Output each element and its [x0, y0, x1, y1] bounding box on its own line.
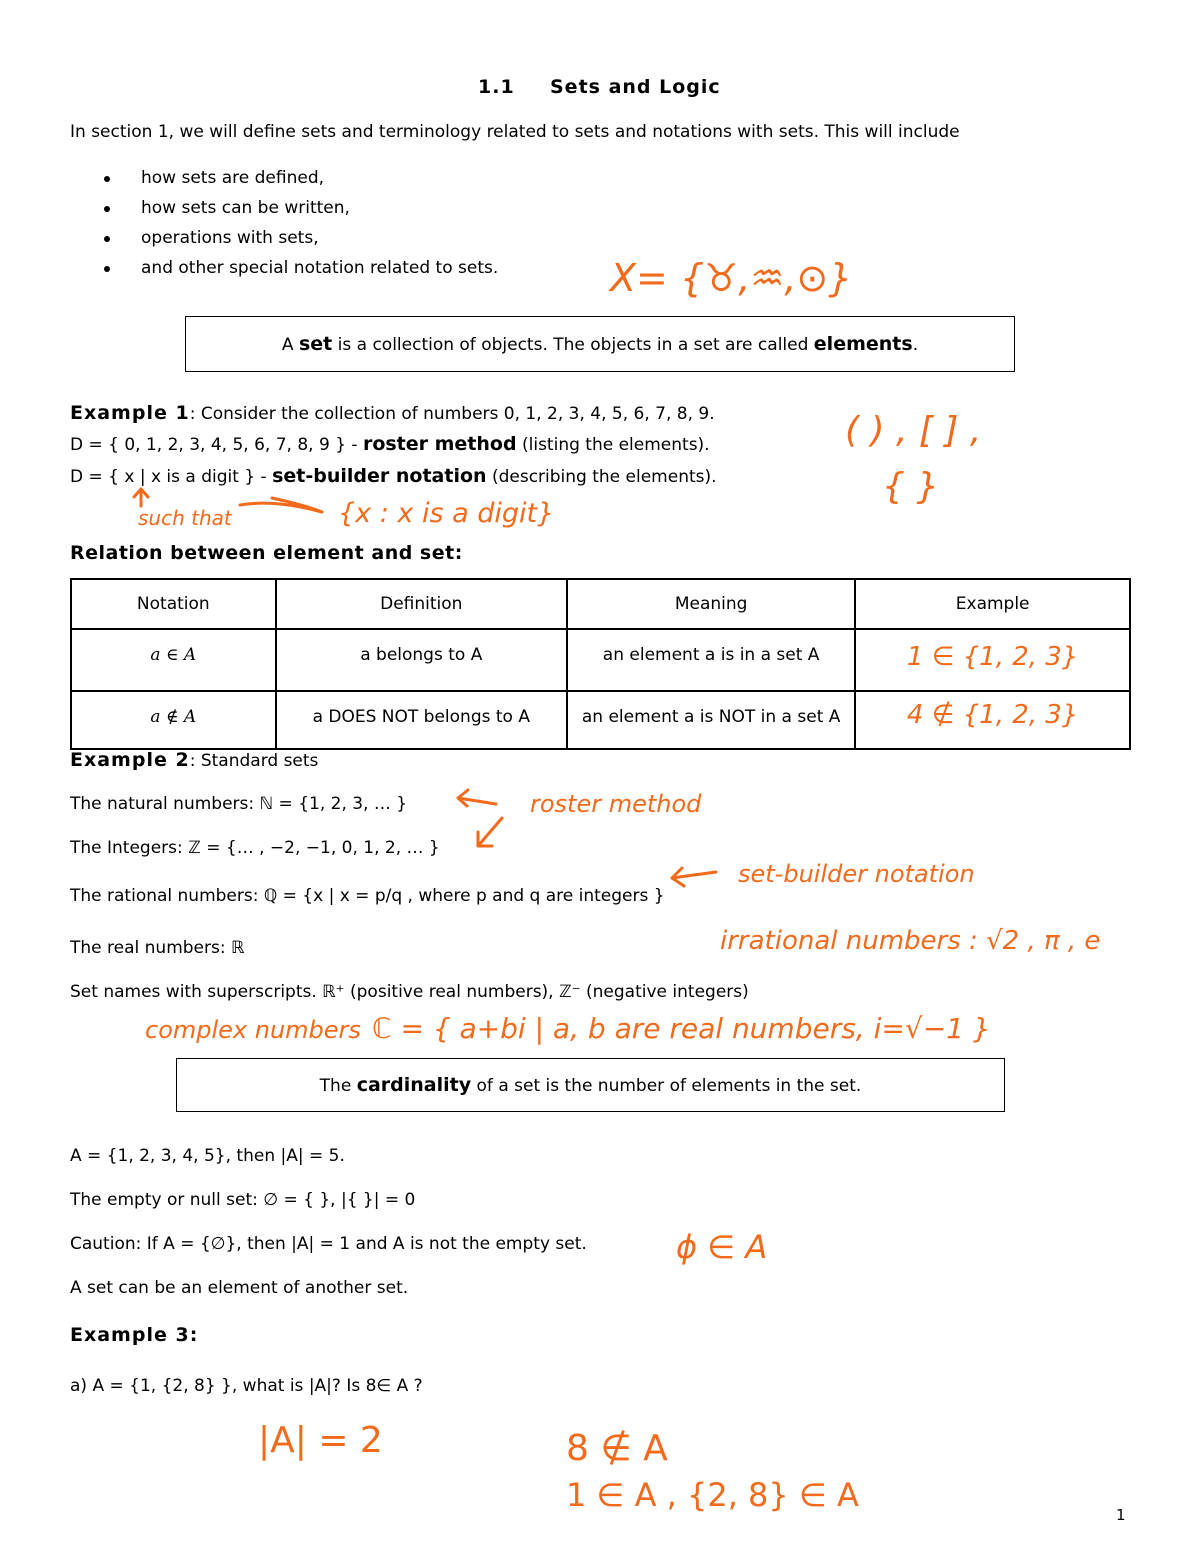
header-cell: Meaning	[567, 579, 855, 629]
card-text: The	[319, 1076, 357, 1096]
roster-text: (listing the elements).	[516, 435, 710, 455]
card-text: of a set is the number of elements in the set.	[471, 1076, 862, 1096]
handwritten-roster-method: roster method	[530, 790, 702, 818]
naturals-line: The natural numbers: ℕ = {1, 2, 3, … }	[70, 794, 408, 814]
def-term-set: set	[298, 333, 333, 355]
superscripts-line: Set names with superscripts. ℝ⁺ (positive real numbers), ℤ⁻ (negative integers)	[70, 982, 749, 1002]
bullet-item: operations with sets,	[141, 228, 319, 248]
bullet-item: how sets are defined,	[141, 168, 325, 188]
example3-label: Example 3	[70, 1324, 190, 1346]
element-of-line: A set can be an element of another set.	[70, 1278, 409, 1298]
definition-cell: a belongs to A	[276, 629, 567, 691]
handwritten-brackets: ( ) , [ ] ,	[845, 410, 982, 451]
handwritten-example: 4 ∉ {1, 2, 3}	[906, 700, 1079, 730]
section-number: 1.1	[478, 76, 515, 98]
builder-term: set-builder notation	[272, 465, 487, 487]
bullet-item: how sets can be written,	[141, 198, 350, 218]
def-term-elements: elements	[813, 333, 913, 355]
header-cell: Definition	[276, 579, 567, 629]
handwritten-not-in: 8 ∉ A	[566, 1428, 668, 1469]
notation-cell: a ∉ A	[71, 691, 276, 749]
handwritten-empty-in-a: ϕ ∈ A	[676, 1228, 768, 1266]
notation-cell: a ∈ A	[71, 629, 276, 691]
example3-colon: :	[189, 1324, 198, 1346]
example3-part-a: a) A = {1, {2, 8} }, what is |A|? Is 8∈ A ?	[70, 1376, 423, 1396]
integers-line: The Integers: ℤ = {… , −2, −1, 0, 1, 2, … }	[70, 838, 440, 858]
def-text: A	[281, 335, 299, 355]
rationals-line: The rational numbers: ℚ = {x | x = p/q , where p and q are integers }	[70, 886, 665, 906]
handwritten-members: 1 ∈ A , {2, 8} ∈ A	[566, 1476, 859, 1514]
roster-term: roster method	[362, 433, 517, 455]
def-text: is a collection of objects. The objects in a set are called	[332, 335, 814, 355]
handwritten-such-that: such that	[138, 506, 232, 530]
example1-label: Example 1	[70, 402, 190, 424]
page-number: 1	[1116, 1506, 1126, 1524]
def-text: .	[912, 335, 919, 355]
builder-text: (describing the elements).	[486, 467, 717, 487]
builder-text: D = { x | x is a digit } -	[70, 467, 273, 487]
diag-arrow-stroke	[478, 818, 502, 846]
cardinality-box	[176, 1058, 1005, 1112]
empty-set-line: The empty or null set: ∅ = { }, |{ }| = 0	[70, 1190, 416, 1210]
handwritten-braces: { }	[882, 466, 940, 507]
left-arrow-stroke	[458, 790, 496, 806]
relation-heading: Relation between element and set:	[70, 542, 463, 564]
handwritten-builder-alt: {x : x is a digit}	[338, 498, 555, 529]
example3-line	[70, 1324, 197, 1346]
card-term: cardinality	[356, 1074, 472, 1096]
handwritten-card-answer: |A| = 2	[258, 1420, 383, 1461]
meaning-cell: an element a is in a set A	[567, 629, 855, 691]
handwritten-complex-label: complex numbers	[145, 1016, 361, 1044]
reals-line: The real numbers: ℝ	[70, 938, 245, 958]
handwritten-x-set: X= {♉,♒,⊙}	[610, 256, 853, 300]
example2-label: Example 2	[70, 749, 190, 771]
intro-paragraph: In section 1, we will define sets and terminology related to sets and notations with sets. This will include	[70, 122, 960, 142]
bullet-item: and other special notation related to sets.	[141, 258, 499, 278]
header-cell: Example	[855, 579, 1130, 629]
builder-arrow-stroke	[672, 868, 716, 886]
handwritten-example: 1 ∈ {1, 2, 3}	[906, 642, 1079, 672]
handwritten-irrational: irrational numbers : √2 , π , e	[720, 926, 1101, 956]
handwritten-set-builder: set-builder notation	[738, 860, 975, 888]
cardinality-example: A = {1, 2, 3, 4, 5}, then |A| = 5.	[70, 1146, 345, 1166]
roster-text: D = { 0, 1, 2, 3, 4, 5, 6, 7, 8, 9 } -	[70, 435, 363, 455]
meaning-cell: an element a is NOT in a set A	[567, 691, 855, 749]
caution-line: Caution: If A = {∅}, then |A| = 1 and A is not the empty set.	[70, 1234, 587, 1254]
example2-text: : Standard sets	[189, 751, 319, 771]
definition-cell: a DOES NOT belongs to A	[276, 691, 567, 749]
handwritten-complex-set: ℂ = { a+bi | a, b are real numbers, i=√−1 }	[372, 1012, 991, 1045]
header-cell: Notation	[71, 579, 276, 629]
example1-text: : Consider the collection of numbers 0, 1, 2, 3, 4, 5, 6, 7, 8, 9.	[189, 404, 715, 424]
section-name: Sets and Logic	[550, 76, 721, 98]
